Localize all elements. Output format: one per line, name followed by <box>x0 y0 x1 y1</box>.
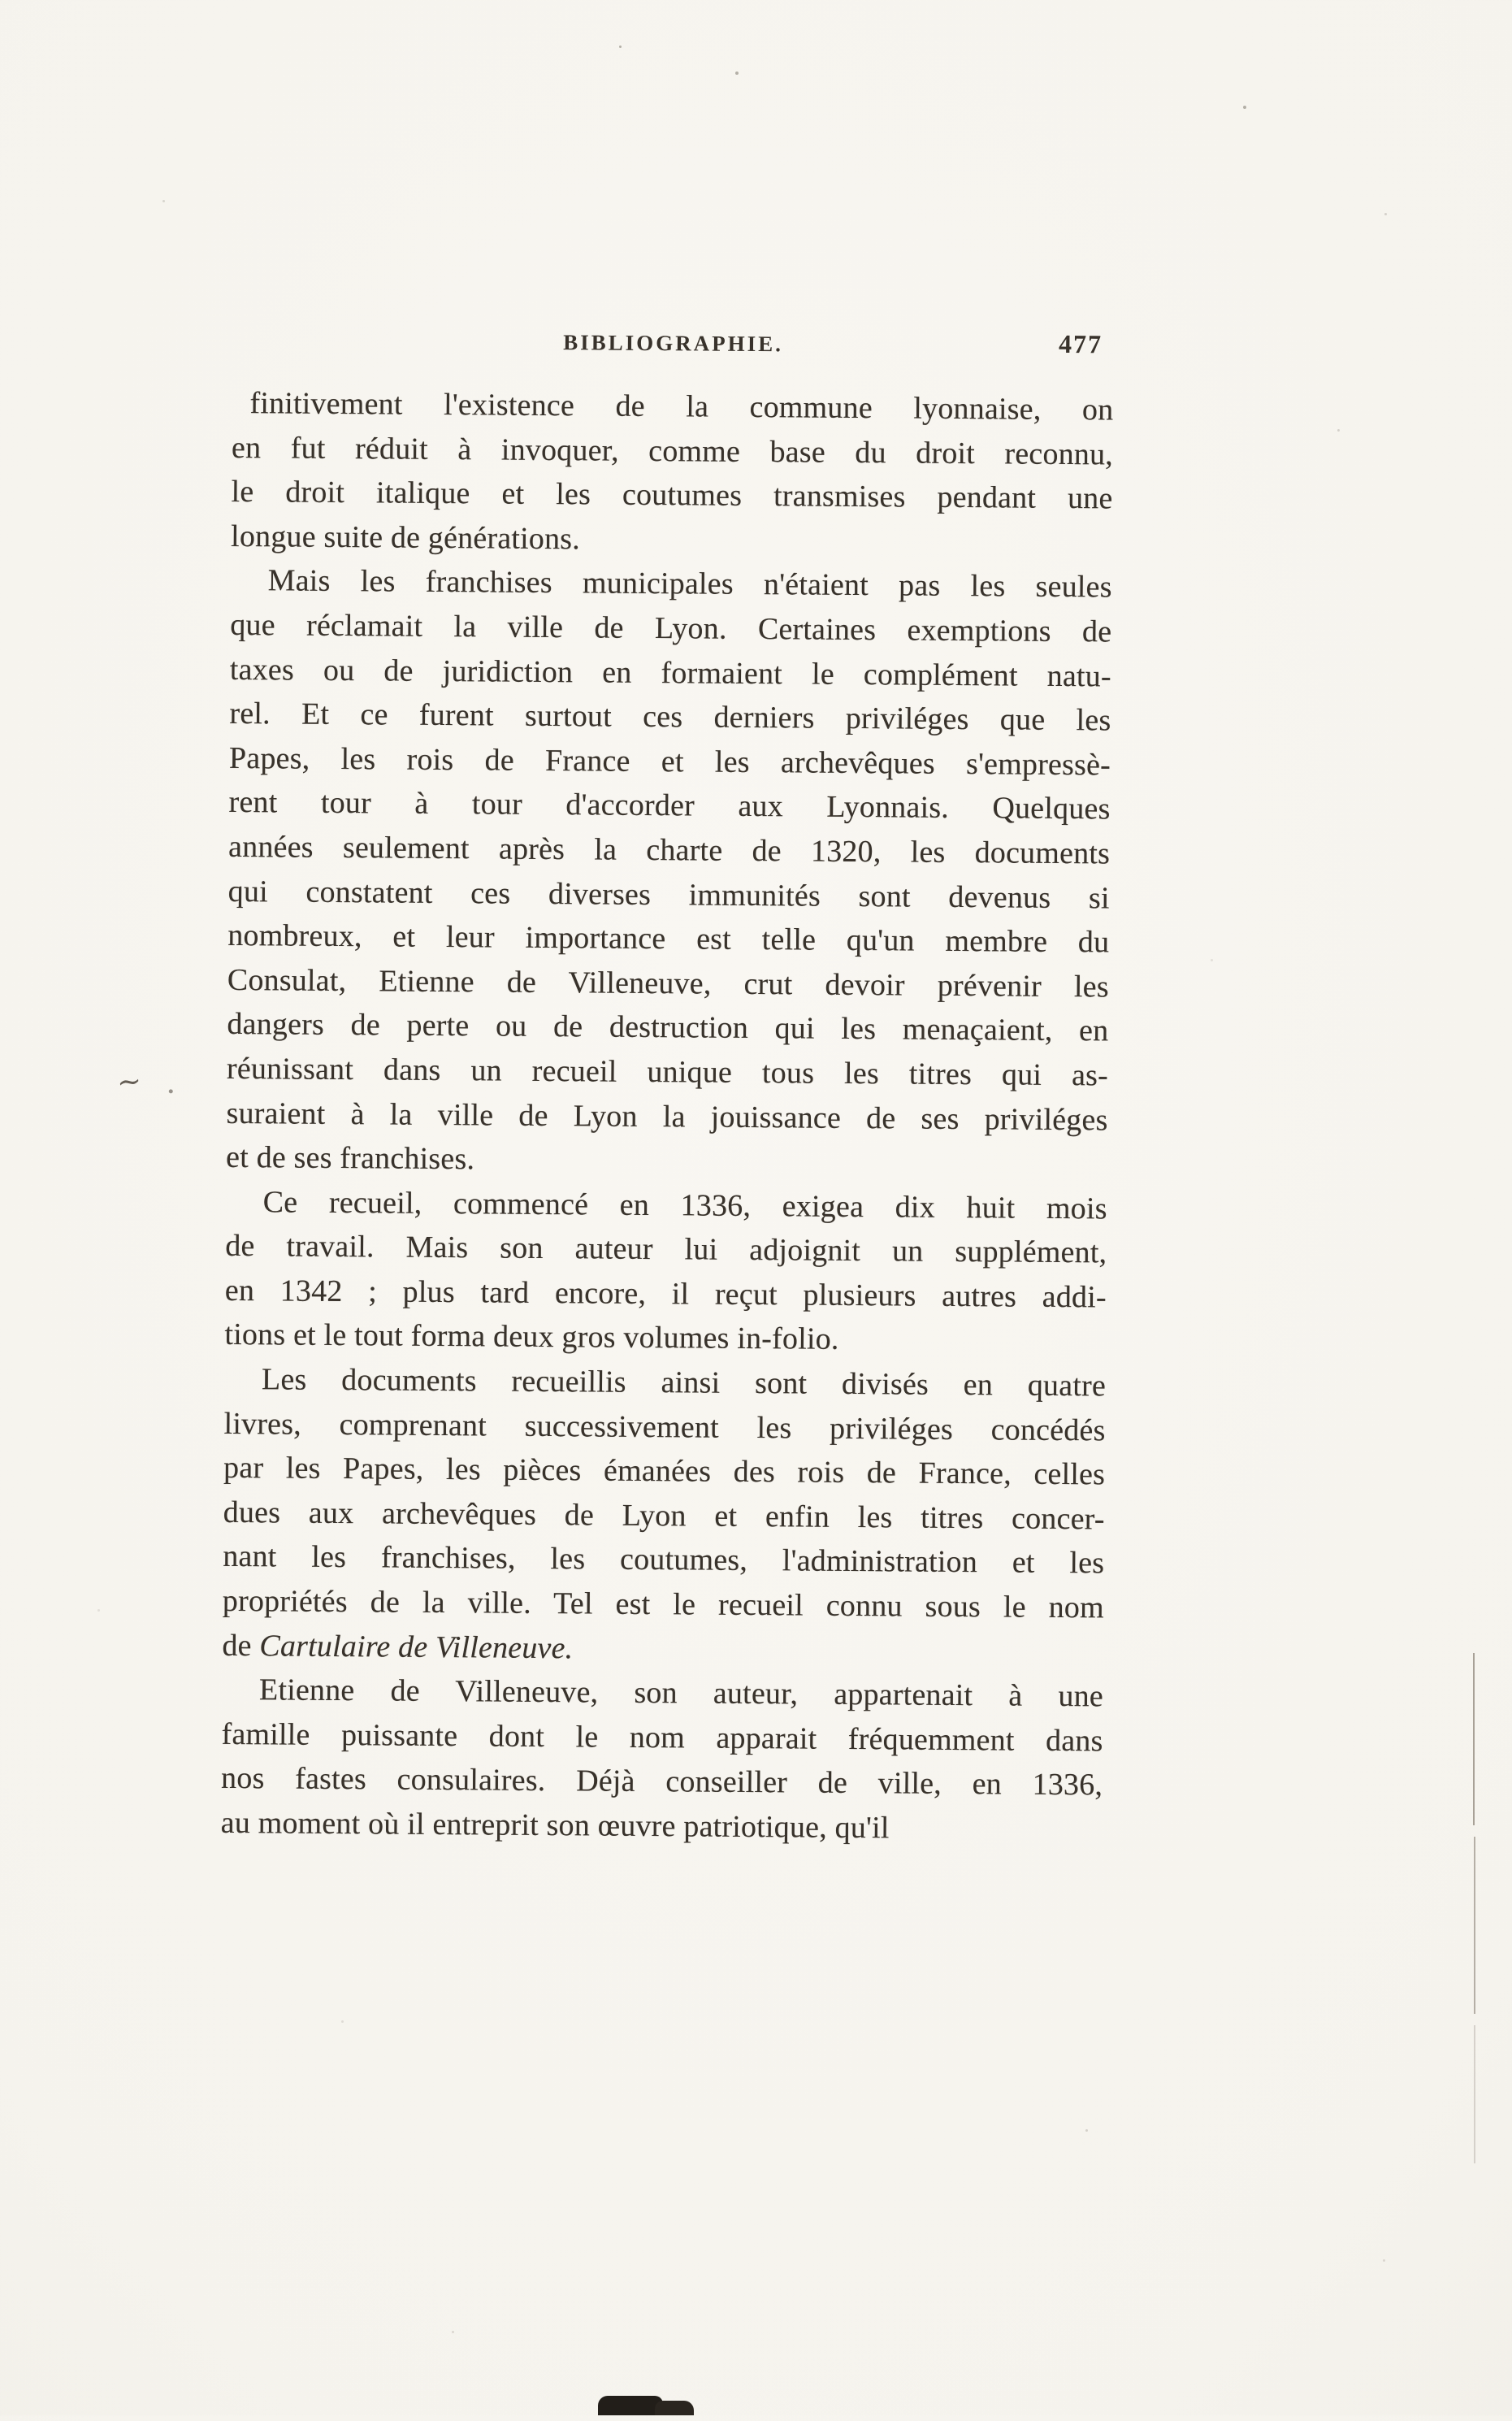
text-line <box>229 692 1111 743</box>
scan-artifact-line <box>1474 1837 1475 2014</box>
text-run: Mais les franchises municipales n'étaient pas les seules <box>267 563 1112 605</box>
text-line <box>224 1357 1106 1408</box>
paragraph-2 <box>226 558 1112 1187</box>
scan-speckle <box>619 46 622 48</box>
scan-artifact-blob <box>598 2396 663 2415</box>
scan-speckle <box>1384 213 1387 215</box>
scan-speckle <box>1211 959 1213 961</box>
text-run: que réclamait la ville de Lyon. Certaines exemptions de <box>230 607 1112 649</box>
text-line <box>225 1269 1107 1320</box>
text-line <box>226 1180 1107 1231</box>
scan-artifact-blob <box>655 2401 694 2415</box>
margin-mark-icon: ∼ <box>115 1064 143 1100</box>
text-run: tions et le tout forma deux gros volumes in-folio. <box>224 1317 839 1357</box>
text-line <box>223 1446 1105 1497</box>
scan-speckle <box>1243 106 1246 109</box>
text-line <box>224 1312 1106 1364</box>
scan-speckle <box>1383 2259 1385 2262</box>
scan-speckle <box>735 72 739 75</box>
text-run: famille puissante dont le nom apparait fréquemment dans <box>221 1716 1103 1759</box>
running-title: BIBLIOGRAPHIE. <box>563 330 784 357</box>
text-run: rent tour à tour d'accorder aux Lyonnais. Quelques <box>228 785 1111 827</box>
text-run: par les Papes, les pièces émanées des rois de France, celles <box>223 1451 1106 1492</box>
text-line <box>231 470 1112 521</box>
scan-speckle <box>341 2020 344 2023</box>
text-run: années seulement après la charte de 1320, les documents <box>227 829 1111 871</box>
text-run: finitivement l'existence de la commune lyonnaise, on <box>249 386 1114 427</box>
text-line <box>227 1047 1108 1098</box>
text-line <box>232 381 1113 432</box>
text-run: taxes ou de juridiction en formaient le complément natu- <box>229 652 1111 694</box>
page-header <box>232 328 1114 371</box>
text-run: Ce recueil, commencé en 1336, exigea dix huit mois <box>262 1184 1107 1226</box>
text-run: réunissant dans un recueil unique tous les titres qui as- <box>226 1051 1109 1093</box>
text-run: en 1342 ; plus tard encore, il reçut plusieurs autres addi- <box>224 1273 1107 1315</box>
text-line <box>230 647 1111 698</box>
text-line <box>227 1002 1108 1053</box>
text-run: Consulat, Etienne de Villeneuve, crut devoir prévenir les <box>227 962 1109 1004</box>
text-line <box>228 780 1110 831</box>
text-line <box>221 1801 1103 1852</box>
text-line <box>223 1534 1104 1586</box>
text-run: dangers de perte ou de destruction qui les menaçaient, en <box>227 1007 1109 1048</box>
text-line <box>221 1712 1103 1764</box>
text-run: nant les franchises, les coutumes, l'administration et les <box>223 1539 1105 1581</box>
text-line <box>232 426 1113 477</box>
page-number: 477 <box>1058 328 1103 359</box>
text-run: suraient à la ville de Lyon la jouissance de ses priviléges <box>226 1096 1108 1137</box>
text-run: et de ses franchises. <box>225 1140 475 1177</box>
text-run: au moment où il entreprit son œuvre patriotique, qu'il <box>220 1805 890 1846</box>
text-line <box>223 1402 1105 1453</box>
text-run: longue suite de générations. <box>230 518 581 557</box>
text-run: Etienne de Villeneuve, son auteur, appartenait à une <box>258 1673 1104 1714</box>
text-run: de travail. Mais son auteur lui adjoignit un supplément, <box>225 1229 1107 1270</box>
text-line <box>229 736 1111 787</box>
text-line <box>222 1624 1103 1675</box>
text-line <box>225 1224 1107 1275</box>
text-run: livres, comprenant successivement les priviléges concédés <box>223 1406 1106 1448</box>
scan-speckle <box>452 2331 454 2333</box>
text-line <box>230 603 1111 654</box>
paragraph-4 <box>222 1357 1106 1675</box>
scan-artifact-line <box>1474 2025 1475 2163</box>
scan-speckle <box>1085 2129 1088 2132</box>
text-line <box>226 1091 1107 1142</box>
text-line <box>227 958 1109 1009</box>
text-run: propriétés de la ville. Tel est le recueil connu sous le nom <box>222 1583 1104 1625</box>
scan-speckle <box>1337 429 1340 432</box>
text-line <box>231 514 1112 566</box>
text-run: nos fastes consulaires. Déjà conseiller de ville, en 1336, <box>220 1761 1103 1803</box>
text-line <box>223 1579 1104 1630</box>
text-run: qui constatent ces diverses immunités sont devenus si <box>227 874 1110 915</box>
text-line <box>221 1756 1103 1807</box>
paragraph-3 <box>224 1180 1107 1365</box>
text-line <box>231 558 1112 610</box>
text-line <box>228 825 1110 876</box>
text-run: en fut réduit à invoquer, comme base du droit reconnu, <box>231 430 1114 472</box>
scan-artifact-line <box>1473 1653 1475 1825</box>
text-block <box>221 381 1114 1852</box>
margin-mark-dot <box>169 1089 173 1093</box>
text-line <box>228 869 1110 920</box>
text-run: rel. Et ce furent surtout ces derniers priviléges que les <box>229 696 1111 738</box>
text-run: de <box>222 1628 260 1663</box>
text-run: Les documents recueillis ainsi sont divisés en quatre <box>261 1362 1107 1404</box>
text-run: Papes, les rois de France et les archevêques s'empressè- <box>228 740 1111 783</box>
text-run: Cartulaire de Villeneuve. <box>259 1628 574 1665</box>
paragraph-5 <box>221 1668 1104 1852</box>
paragraph-1 <box>231 381 1114 566</box>
text-line <box>226 1135 1107 1187</box>
text-run: le droit italique et les coutumes transmises pendant une <box>231 475 1113 516</box>
scan-speckle <box>97 1609 100 1612</box>
text-line <box>222 1668 1103 1719</box>
text-run: nombreux, et leur importance est telle qu'un membre du <box>227 918 1110 960</box>
scan-speckle <box>162 200 165 202</box>
text-line <box>223 1490 1105 1542</box>
text-run: dues aux archevêques de Lyon et enfin les titres concer- <box>223 1495 1105 1537</box>
text-line <box>227 913 1109 965</box>
